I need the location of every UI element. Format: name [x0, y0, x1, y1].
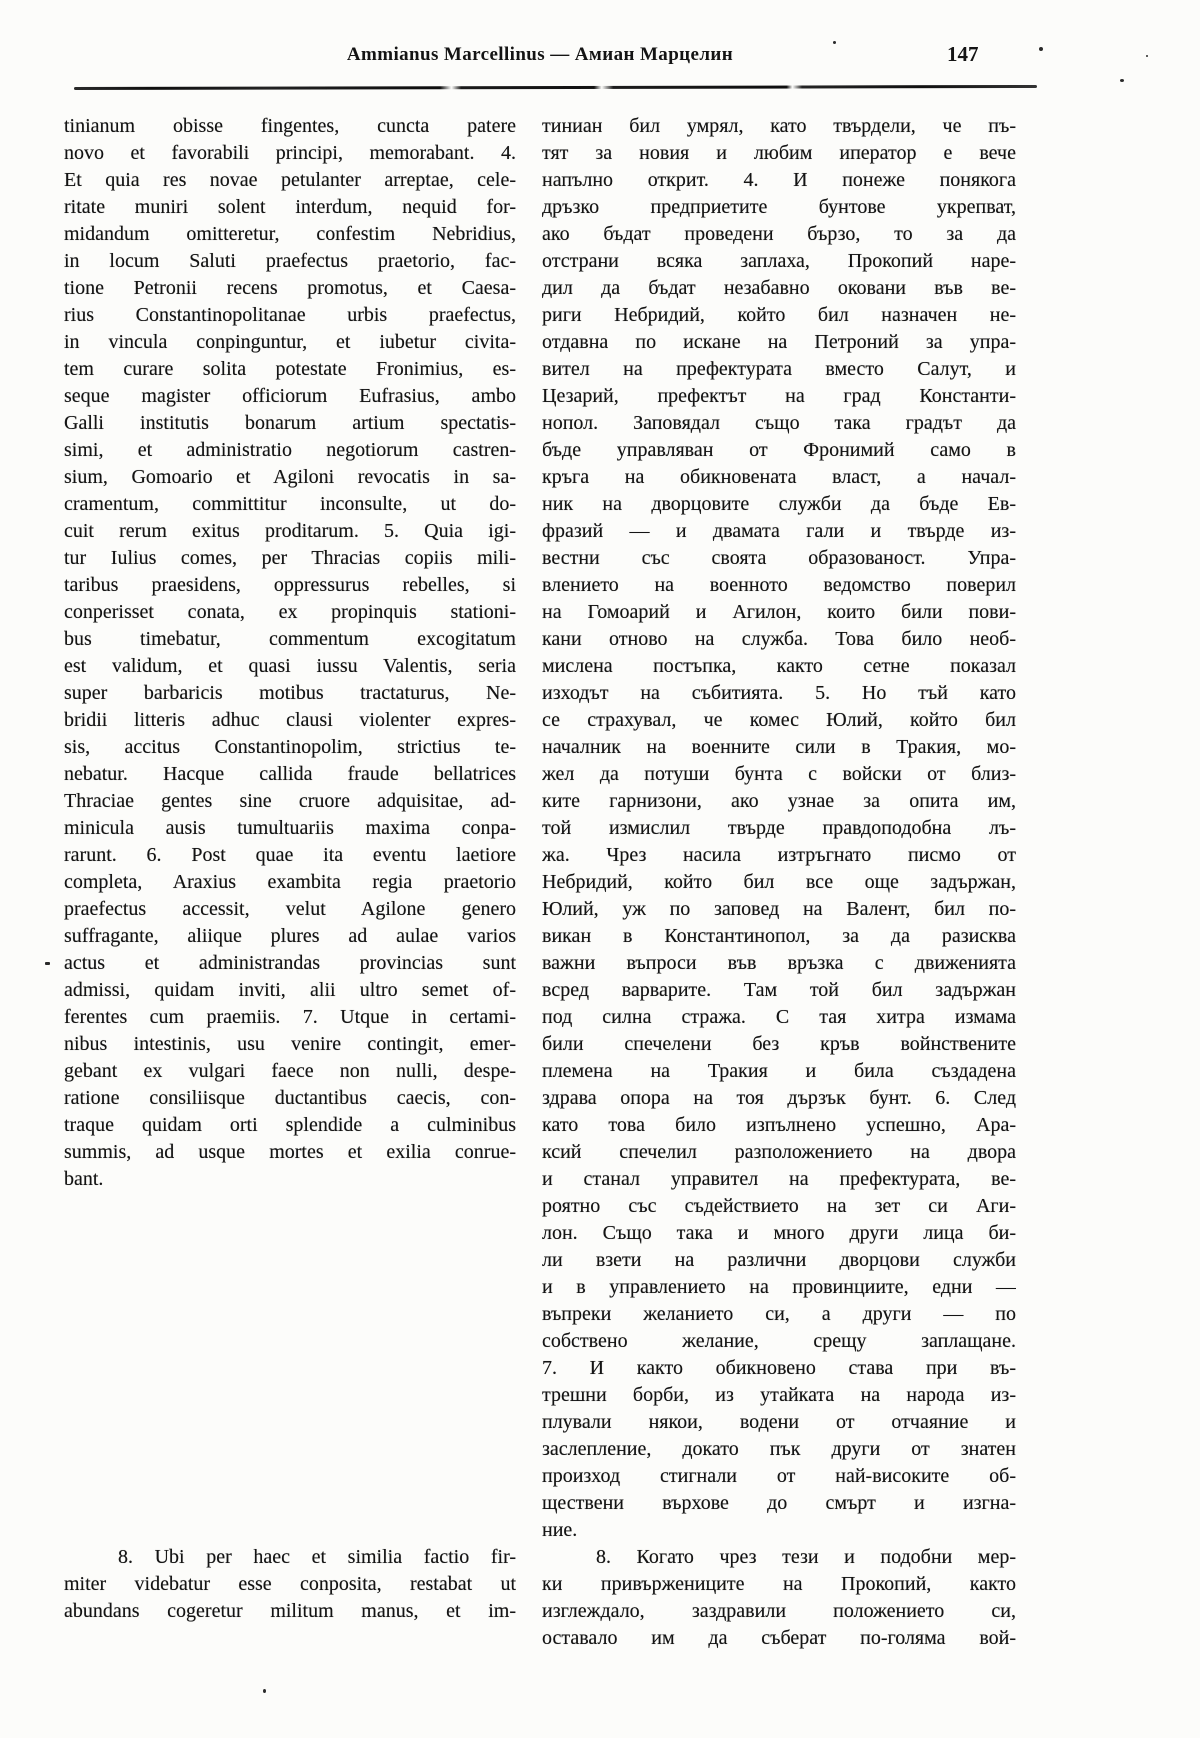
text-line: 8. Когато чрез тези и подобни мер-	[596, 1546, 1016, 1568]
text-line: нопол. Заповядал също така градът да	[542, 412, 1016, 434]
text-line: ксий спечелил разположението на двора	[542, 1141, 1016, 1163]
text-line: in locum Saluti praefectus praetorio, fac-	[64, 250, 516, 272]
text-line: бъде управляван от Фронимий само в	[542, 439, 1016, 461]
text-line: той измислил твърде правдоподобна лъ-	[542, 817, 1016, 839]
text-line: Et quia res novae petulanter arreptae, cele-	[64, 169, 516, 191]
text-line: taribus praesidens, oppressurus rebelles, si	[64, 574, 516, 596]
text-line: на Гомоарий и Агилон, които били пови-	[542, 601, 1016, 623]
text-line: собствено желание, срещу заплащане.	[542, 1330, 1016, 1352]
text-line: sis, accitus Constantinopolim, strictius te-	[64, 736, 516, 758]
text-line: племена на Тракия и била създадена	[542, 1060, 1016, 1082]
text-line: actus et administrandas provincias sunt	[64, 952, 516, 974]
text-line: super barbaricis motibus tractaturus, Ne-	[64, 682, 516, 704]
text-line: tinianum obisse fingentes, cuncta patere	[64, 115, 516, 137]
text-line: важни въпроси във връзка с движенията	[542, 952, 1016, 974]
text-line: Небридий, който бил все още задържан,	[542, 871, 1016, 893]
text-line: ки привържениците на Прокопий, както	[542, 1573, 1016, 1595]
text-line: здрава опора на тоя дързък бунт. 6. След	[542, 1087, 1016, 1109]
text-line: suffragante, aliique plures ad aulae varios	[64, 925, 516, 947]
text-line: Юлий, уж по заповед на Валент, бил по-	[542, 898, 1016, 920]
text-line: rius Constantinopolitanae urbis praefectus,	[64, 304, 516, 326]
text-line: отстрани всяка заплаха, Прокопий наре-	[542, 250, 1016, 272]
text-line: ние.	[542, 1519, 578, 1541]
text-line: се страхувал, че комес Юлий, който бил	[542, 709, 1016, 731]
text-line: ли взети на различни дворцови служби	[542, 1249, 1016, 1271]
text-line: bridii litteris adhuc clausi violenter expres-	[64, 709, 516, 731]
text-line: вестни със своята образованост. Упра-	[542, 547, 1016, 569]
text-line: miter videbatur esse conposita, restabat ut	[64, 1573, 516, 1595]
scan-speck	[1039, 47, 1043, 51]
text-line: sium, Gomoario et Agiloni revocatis in sa-	[64, 466, 516, 488]
scan-speck	[1146, 55, 1148, 57]
text-line: seque magister officiorum Eufrasius, ambo	[64, 385, 516, 407]
text-line: началник на военните сили в Тракия, мо-	[542, 736, 1016, 758]
text-line: влението на военното ведомство поверил	[542, 574, 1016, 596]
text-line: est validum, et quasi iussu Valentis, seria	[64, 655, 516, 677]
text-line: bant.	[64, 1168, 104, 1190]
text-line: ratione consiliisque ductantibus caecis, con-	[64, 1087, 516, 1109]
text-line: ник на дворцовите служби да бъде Ев-	[542, 493, 1016, 515]
text-line: traque quidam orti splendide a culminibus	[64, 1114, 516, 1136]
text-line: cramentum, committitur inconsulte, ut do-	[64, 493, 516, 515]
text-line: novo et favorabili principi, memorabant. 4.	[64, 142, 516, 164]
text-line: и в управлението на провинциите, едни —	[542, 1276, 1016, 1298]
text-line: роятно със съдействието на зет си Аги-	[542, 1195, 1016, 1217]
text-line: cuit rerum exitus proditarum. 5. Quia igi-	[64, 520, 516, 542]
text-line: conperisset conata, ex propinquis stationi-	[64, 601, 516, 623]
scan-speck	[45, 962, 50, 965]
text-line: ките гарнизони, ако узнае за опита им,	[542, 790, 1016, 812]
latin-paragraph-main	[64, 113, 516, 1193]
latin-column	[64, 113, 516, 1625]
text-line: мислена постъпка, както сетне показал	[542, 655, 1016, 677]
text-line: completa, Araxius exambita regia praetorio	[64, 871, 516, 893]
scan-speck	[1120, 79, 1124, 82]
text-line: summis, ad usque mortes et exilia conrue-	[64, 1141, 516, 1163]
text-line: напълно открит. 4. И понеже понякога	[542, 169, 1016, 191]
text-line: вител на префектурата вместо Салут, и	[542, 358, 1016, 380]
text-line: nebatur. Hacque callida fraude bellatrices	[64, 763, 516, 785]
text-line: кръга на обикновената власт, а начал-	[542, 466, 1016, 488]
text-line: кани отново на служба. Това било необ-	[542, 628, 1016, 650]
text-line: жа. Чрез насила изтръгнато писмо от	[542, 844, 1016, 866]
text-line: 8. Ubi per haec et similia factio fir-	[118, 1546, 516, 1568]
text-line: тят за новия и любим иператор е вече	[542, 142, 1016, 164]
scan-speck	[263, 1689, 266, 1693]
text-line: плували някои, водени от отчаяние и	[542, 1411, 1016, 1433]
text-line: Цезарий, префектът на град Константи-	[542, 385, 1016, 407]
text-line: minicula ausis tumultuariis maxima conpa-	[64, 817, 516, 839]
text-line: изходът на събитията. 5. Но тъй като	[542, 682, 1016, 704]
text-line: изглеждало, заздравили положението си,	[542, 1600, 1016, 1622]
latin-paragraph-8	[64, 1544, 516, 1625]
text-line: фразий — и двамата гали и твърде из-	[542, 520, 1016, 542]
page-number: 147	[947, 42, 979, 66]
text-line: и станал управител на префектурата, ве-	[542, 1168, 1016, 1190]
text-line: midandum omitteretur, confestim Nebridius,	[64, 223, 516, 245]
text-line: въпреки желанието си, а други — по	[542, 1303, 1016, 1325]
header-rule	[74, 85, 1037, 90]
text-line: tur Iulius comes, per Thracias copiis mili-	[64, 547, 516, 569]
text-line: rarunt. 6. Post quae ita eventu laetiore	[64, 844, 516, 866]
bulgarian-paragraph-main	[542, 113, 1016, 1544]
text-line: praefectus accessit, velut Agilone genero	[64, 898, 516, 920]
text-line: риги Небридий, който бил назначен не-	[542, 304, 1016, 326]
text-line: nibus intestinis, usu venire contingit, emer-	[64, 1033, 516, 1055]
text-line: оставало им да съберат по-голяма вой-	[542, 1627, 1016, 1649]
text-line: tione Petronii recens promotus, et Caesa-	[64, 277, 516, 299]
text-line: тиниан бил умрял, като твърдели, че пъ-	[542, 115, 1016, 137]
text-line: ferentes cum praemiis. 7. Utque in certami-	[64, 1006, 516, 1028]
text-line: 7. И както обикновено става при въ-	[542, 1357, 1016, 1379]
text-line: отдавна по искане на Петроний за упра-	[542, 331, 1016, 353]
text-line: трешни борби, из утайката на народа из-	[542, 1384, 1016, 1406]
bulgarian-paragraph-8	[542, 1544, 1016, 1652]
running-title: Ammianus Marcellinus — Амиан Марцелин	[346, 44, 734, 65]
text-line: били спечелени без кръв войнствените	[542, 1033, 1016, 1055]
text-line: под силна стража. С тая хитра измама	[542, 1006, 1016, 1028]
text-line: Galli institutis bonarum artium spectatis-	[64, 412, 516, 434]
text-line: tem curare solita potestate Fronimius, es-	[64, 358, 516, 380]
text-line: заслепление, докато пък други от знатен	[542, 1438, 1016, 1460]
text-line: лон. Също така и много други лица би-	[542, 1222, 1016, 1244]
text-line: abundans cogeretur militum manus, et im-	[64, 1600, 516, 1622]
text-line: simi, et administratio negotiorum castren-	[64, 439, 516, 461]
text-line: дръзко предприетите бунтове укрепват,	[542, 196, 1016, 218]
text-line: in vincula conpinguntur, et iubetur civita-	[64, 331, 516, 353]
bulgarian-column	[542, 113, 1016, 1652]
text-line: gebant ex vulgari faece non nulli, despe-	[64, 1060, 516, 1082]
text-line: викан в Константинопол, за да разисква	[542, 925, 1016, 947]
text-line: дил да бъдат незабавно оковани във ве-	[542, 277, 1016, 299]
text-line: произход стигнали от най-високите об-	[542, 1465, 1016, 1487]
text-line: ritate muniri solent interdum, nequid for-	[64, 196, 516, 218]
column-gap	[64, 1193, 516, 1544]
text-line: admissi, quidam inviti, alii ultro semet of-	[64, 979, 516, 1001]
text-line: bus timebatur, commentum excogitatum	[64, 628, 516, 650]
text-line: жел да потуши бунта с войски от близ-	[542, 763, 1016, 785]
text-line: като това било изпълнено успешно, Ара-	[542, 1114, 1016, 1136]
text-line: ако бъдат проведени бързо, то за да	[542, 223, 1016, 245]
scan-speck	[833, 41, 836, 44]
text-line: всред варварите. Там той бил задържан	[542, 979, 1016, 1001]
text-line: Thraciae gentes sine cruore adquisitae, ad-	[64, 790, 516, 812]
text-line: ществени върхове до смърт и изгна-	[542, 1492, 1016, 1514]
